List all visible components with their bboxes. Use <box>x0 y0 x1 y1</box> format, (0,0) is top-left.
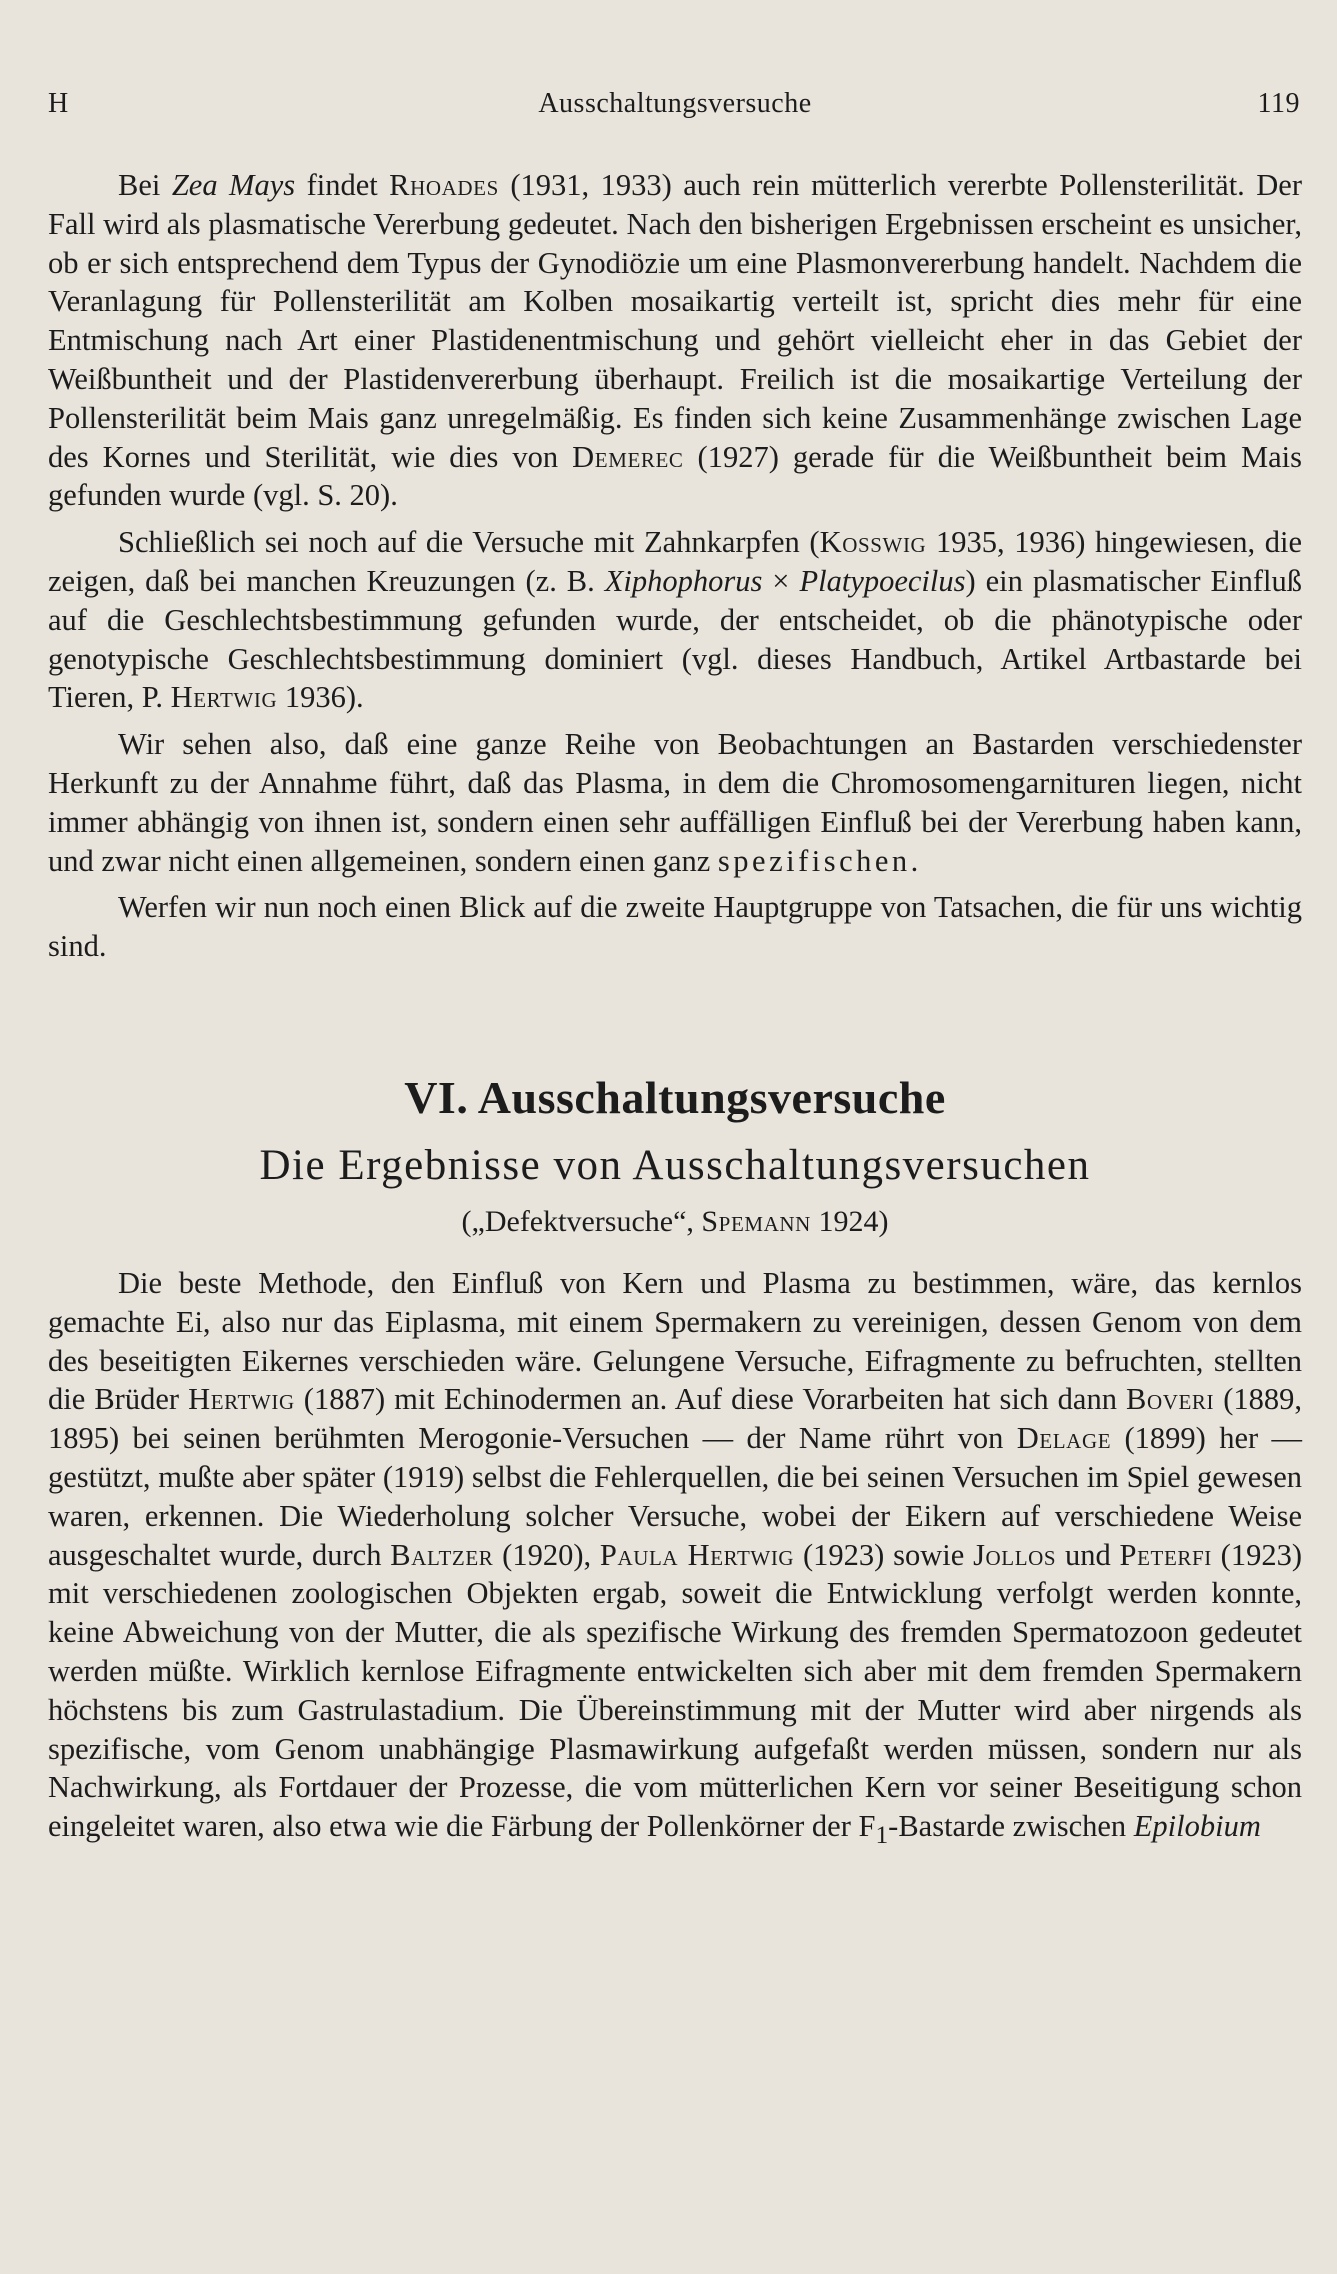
species-name: Platypoecilus <box>799 563 966 598</box>
section-body-text <box>48 1264 1302 1855</box>
text-run: (1920), <box>493 1537 600 1572</box>
author-name: Paula Hertwig <box>599 1537 795 1572</box>
text-run: (1923) mit verschiedenen zoologischen Objekten ergab, soweit die Entwicklung verfolgt werden konnte, keine Abweichung von der Mutter, die als spezifische Wirkung des fremden Spermatozoon gedeutet werden müßte. Wirklich kernlose Eifragmente entwickelten sich aber mit dem fremden Spermakern höchstens bis zum Gastrulastadium. Die Übereinstimmung mit der Mutter wird aber nirgends als spezifische, vom Genom unabhängige Plasmawirkung aufgefaßt werden müssen, sondern nur als Nachwirkung, als Fortdauer der Prozesse, die vom mütterlichen Kern vor seiner Beseitigung schon eingeleitet waren, also etwa wie die Färbung der Pollenkörner der F <box>48 1537 1302 1844</box>
text-run: und <box>1056 1537 1120 1572</box>
author-name: Spemann <box>701 1204 811 1238</box>
author-name: Rhoades <box>389 168 499 202</box>
author-name: Kosswig <box>819 525 927 560</box>
author-name: Delage <box>1016 1421 1112 1456</box>
text-run: Die beste Methode, den Einfluß von Kern und Plasma zu bestimmen, wäre, das kernlos gemachte Ei, also nur das Eiplasma, mit einem Spermakern zu vereinigen, dessen Genom von dem des beseitigten Eikernes verschieden wäre. Gelungene Versuche, Eifragmente zu befruchten, stellten die Brüder <box>48 1265 1302 1417</box>
section-subheading: Die Ergebnisse von Ausschaltungsversuchen <box>259 1141 1091 1189</box>
text-run: ) ein plasmatischer Einfluß auf die Geschlechtsbestimmung gefunden wurde, der entscheidet, ob die phänotypische oder genotypische Geschlechtsbestimmung dominiert (vgl. dieses Handbuch, Artikel Artbastarde bei Tieren, P. <box>48 563 1303 715</box>
author-name: Peterfi <box>1119 1537 1212 1572</box>
text-run: . <box>910 843 919 878</box>
text-run: × <box>762 563 800 598</box>
species-name: Zea Mays <box>171 168 296 202</box>
text-run: („Defektversuche“, <box>461 1204 702 1238</box>
author-name: Hertwig <box>170 680 278 715</box>
page-number: 119 <box>1257 88 1300 119</box>
running-head-section-letter: H <box>48 88 69 119</box>
paragraph-summary <box>48 725 1302 880</box>
text-run: (1931, 1933) auch rein mütterlich vererbte Pollensterilität. Der Fall wird als plasmatische Vererbung gedeutet. Nach den bisherigen Ergebnissen erscheint es unsicher, ob er sich entsprechend dem Typus der Gynodiözie um eine Plasmonvererbung handelt. Nachdem die Veranlagung für Pollensterilität am Kolben mosaikartig verteilt ist, spricht dies mehr für eine Entmischung nach Art einer Plastidenentmischung und gehört vielleicht eher in das Gebiet der Weißbuntheit und der Plastidenvererbung überhaupt. Freilich ist die mosaikartige Verteilung der Pollensterilität beim Mais ganz unregelmäßig. Es finden sich keine Zusammenhänge zwischen Lage des Kornes und Sterilität, wie dies von <box>48 168 1302 474</box>
text-run: Schließlich sei noch auf die Versuche mit Zahnkarpfen ( <box>118 525 820 560</box>
text-run: (1923) sowie <box>794 1537 974 1572</box>
body-text <box>48 166 1302 966</box>
paragraph-merogonie <box>48 1264 1302 1855</box>
text-run: Werfen wir nun noch einen Blick auf die zweite Hauptgruppe von Tatsachen, die für uns wichtig sind. <box>48 890 1302 964</box>
species-name: Epilobium <box>1133 1809 1261 1844</box>
text-run: Bei <box>118 168 172 202</box>
author-name: Demerec <box>572 439 684 474</box>
text-run: (1927) gerade für die Weißbuntheit beim Mais gefunden wurde (vgl. S. 20). <box>48 439 1303 513</box>
text-run: (1889, 1895) bei seinen berühmten Merogonie-Versuchen — der Name rührt von <box>48 1382 1302 1456</box>
paragraph-zahnkarpfen <box>48 523 1302 717</box>
species-name: Xiphophorus <box>604 563 763 598</box>
author-name: Hertwig <box>188 1382 295 1417</box>
text-run: (1899) her — gestützt, mußte aber später (1919) selbst die Fehlerquellen, die bei seinen Versuchen im Spiel gewesen waren, erkennen. Die Wiederholung solcher Versuche, wobei der Eikern auf verschiedene Weise ausgeschaltet wurde, durch <box>48 1421 1302 1572</box>
author-name: Baltzer <box>390 1537 494 1572</box>
text-run: 1936). <box>277 680 364 715</box>
paragraph-transition <box>48 888 1302 966</box>
paragraph-zea-mays <box>48 166 1302 515</box>
text-run: 1924) <box>810 1204 889 1238</box>
author-name: Boveri <box>1126 1382 1215 1417</box>
section-note <box>48 1202 1302 1242</box>
section-heading: VI. Ausschaltungsversuche <box>404 1071 946 1123</box>
section-header <box>48 1070 1302 1242</box>
running-head <box>48 88 1302 128</box>
author-name: Jollos <box>973 1537 1057 1572</box>
subscript: 1 <box>875 1821 889 1850</box>
text-run: Wir sehen also, daß eine ganze Reihe von Beobachtungen an Bastarden verschiedenster Herkunft zu der Annahme führt, daß das Plasma, in dem die Chromosomengarnituren liegen, nicht immer abhängig von ihnen ist, sondern einen sehr auffälligen Einfluß bei der Vererbung haben kann, und zwar nicht einen allgemeinen, sondern einen ganz <box>48 727 1302 878</box>
text-run: findet <box>295 168 390 202</box>
text-run: (1887) mit Echinodermen an. Auf diese Vorarbeiten hat sich dann <box>294 1382 1127 1417</box>
text-run: 1935, 1936) hingewiesen, die zeigen, daß bei manchen Kreuzungen (z. B. <box>48 525 1302 598</box>
running-head-title: Ausschaltungsversuche <box>538 88 812 119</box>
emphasized-word: spezifischen <box>717 843 911 878</box>
text-run: -Bastarde zwischen <box>888 1809 1134 1844</box>
